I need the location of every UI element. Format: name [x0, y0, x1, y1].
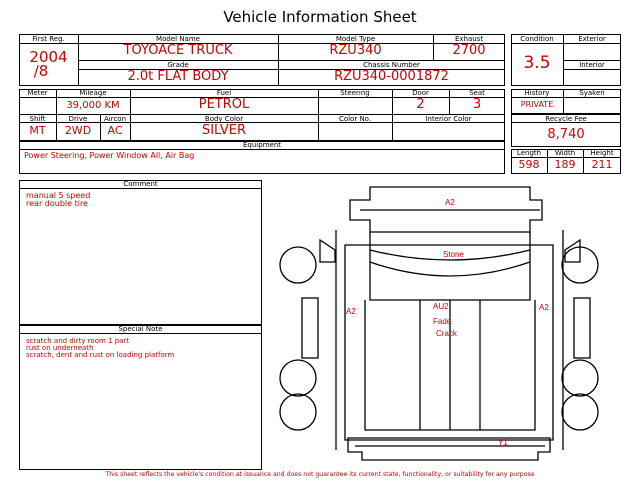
special-note-label: Special Note	[118, 325, 163, 333]
damage-mark-crack: Crack	[436, 329, 457, 338]
special-note-line: scratch, dent and rust on loading platform	[26, 351, 175, 359]
width-value: 189	[554, 158, 576, 171]
exhaust-value: 2700	[452, 43, 486, 58]
aircon-value: AC	[107, 124, 123, 137]
disclaimer: This sheet reflects the vehicle's condition at issuance and does not guarantee its current state, functionality, or suitability for any purpose	[105, 471, 535, 478]
body-color-label: Body Color	[204, 115, 244, 123]
damage-mark-left: A2	[346, 307, 356, 316]
height-label: Height	[590, 149, 614, 157]
steering-label: Steering	[340, 89, 370, 97]
recycle-fee-label: Recycle Fee	[545, 115, 587, 123]
fuel-label: Fuel	[216, 89, 232, 97]
equipment-label: Equipment	[243, 141, 281, 149]
exhaust-label: Exhaust	[454, 35, 484, 43]
model-name-value: TOYOACE TRUCK	[123, 43, 233, 58]
grade-label: Grade	[167, 61, 189, 69]
history-value: PRIVATE	[520, 100, 554, 109]
length-value: 598	[518, 158, 540, 171]
width-label: Width	[554, 149, 576, 157]
comment-line: rear double tire	[26, 199, 88, 208]
model-type-label: Model Type	[335, 35, 376, 43]
condition-value: 3.5	[523, 53, 551, 73]
chassis-value: RZU340-0001872	[334, 69, 449, 84]
damage-mark-bottom: Y1	[498, 438, 508, 447]
drive-value: 2WD	[64, 124, 92, 137]
history-label: History	[524, 89, 550, 97]
aircon-label: Aircon	[103, 115, 127, 123]
equipment-value: Power Steering, Power Window All, Air Bag	[24, 151, 195, 160]
comment-label: Comment	[123, 180, 158, 188]
chassis-label: Chassis Number	[363, 61, 420, 69]
shift-value: MT	[29, 124, 46, 137]
first-reg-year: 2004	[29, 48, 68, 66]
damage-mark-right: A2	[539, 303, 549, 312]
damage-mark-fade: Fade	[433, 317, 452, 326]
shift-label: Shift	[29, 115, 46, 123]
exterior-label: Exterior	[578, 35, 606, 43]
door-label: Door	[412, 89, 429, 97]
interior-color-label: Interior Color	[425, 115, 472, 123]
damage-mark-center: AU2	[433, 302, 449, 311]
height-value: 211	[591, 158, 613, 171]
special-note-line: rust on underneath	[26, 344, 94, 352]
model-name-label: Model Name	[156, 35, 200, 43]
comment-line: manual 5 speed	[26, 191, 91, 200]
syaken-label: Syaken	[579, 89, 605, 97]
fuel-value: PETROL	[198, 97, 250, 112]
recycle-fee-value: 8,740	[547, 127, 585, 142]
length-label: Length	[516, 149, 542, 157]
truck-damage-diagram	[270, 180, 630, 470]
damage-mark-stone: Stone	[443, 250, 464, 259]
meter-label: Meter	[27, 89, 48, 97]
grade-value: 2.0t FLAT BODY	[127, 69, 229, 84]
condition-label: Condition	[520, 35, 554, 43]
first-reg-month: /8	[33, 62, 49, 80]
special-note-line: scratch and dirty room 1 part	[26, 337, 130, 345]
door-value: 2	[416, 97, 425, 112]
color-no-label: Color No.	[338, 115, 372, 123]
body-color-value: SILVER	[201, 123, 247, 138]
mileage-value: 39,000 KM	[66, 100, 120, 111]
interior-label: Interior	[579, 61, 605, 69]
damage-mark-top: A2	[445, 198, 455, 207]
seat-label: Seat	[469, 89, 485, 97]
first-reg-label: First Reg.	[32, 35, 65, 43]
drive-label: Drive	[68, 115, 88, 123]
page-title: Vehicle Information Sheet	[223, 8, 417, 26]
model-type-value: RZU340	[329, 43, 382, 58]
mileage-label: Mileage	[79, 89, 107, 97]
seat-value: 3	[472, 97, 482, 112]
